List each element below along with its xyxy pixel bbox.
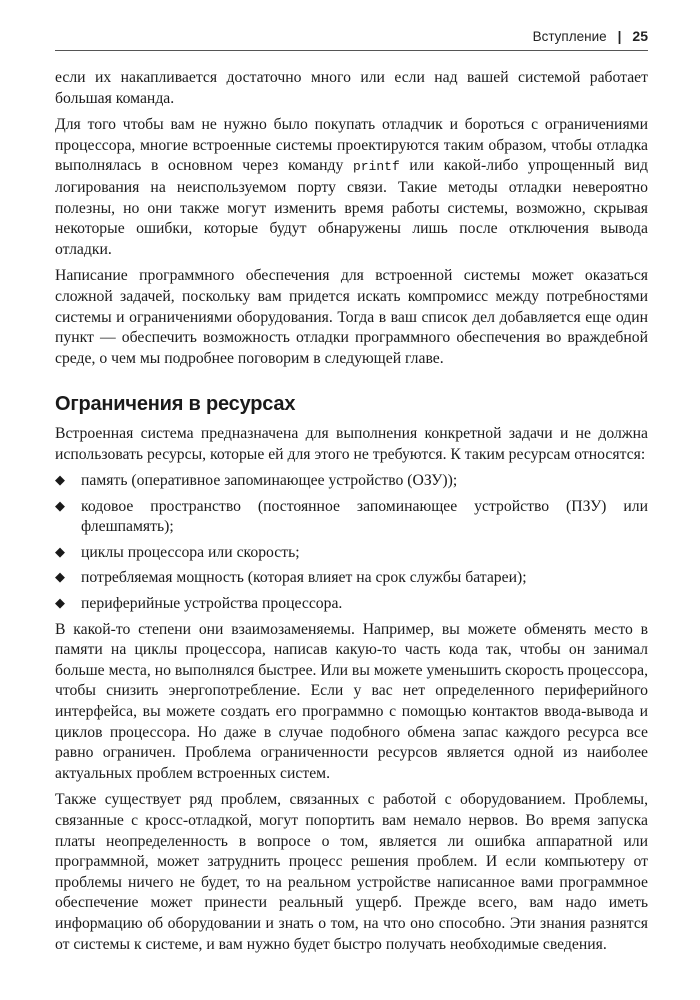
book-page (55, 28, 648, 955)
paragraph-intro: Встроенная система предназначена для выполнения конкретной задачи и не должна использовать ресурсы, которые ей для этого не требуются. К таким ресурсам относятся: (55, 424, 648, 463)
list-item (55, 497, 648, 538)
running-header-section: Вступление (532, 28, 607, 44)
page-body (55, 68, 648, 955)
diamond-bullet-icon: ◆ (55, 570, 65, 586)
paragraph-debugging (55, 115, 648, 260)
list-item (55, 568, 648, 589)
list-item-text: потребляемая мощность (которая влияет на срок службы батареи); (81, 569, 527, 587)
running-header (55, 28, 648, 51)
list-item (55, 543, 648, 564)
diamond-bullet-icon: ◆ (55, 544, 65, 560)
list-item-text: периферийные устройства процессора. (81, 595, 343, 613)
diamond-bullet-icon: ◆ (55, 498, 65, 514)
page-number: 25 (632, 28, 648, 44)
list-item-text: кодовое пространство (постоянное запоминающее устройство (ПЗУ) или флешпамять); (81, 497, 648, 536)
paragraph-tradeoffs: Написание программного обеспечения для встроенной системы может оказаться сложной задачей, поскольку вам придется искать компромисс между потребностями системы и ограничениями оборудования. Тогда в ваш список дел добавляется еще один пункт — обеспечить возможность отладки программного обеспечения во враждебной среде, о чем мы подробнее поговорим в следующей главе. (55, 267, 648, 367)
list-item-text: циклы процессора или скорость; (81, 543, 300, 561)
printf-code: printf (352, 159, 400, 175)
diamond-bullet-icon: ◆ (55, 596, 65, 612)
section-heading: Ограничения в ресурсах (55, 393, 296, 416)
list-item (55, 594, 648, 615)
list-item-text: память (оперативное запоминающее устройство (ОЗУ)); (81, 472, 458, 490)
diamond-bullet-icon: ◆ (55, 473, 65, 489)
resource-list (55, 471, 648, 615)
paragraph-debugging-part2: или какой-либо упрощенный вид логирования на неиспользуемом порту связи. Такие методы отладки невероятно полезны, но они также могут изменить время работы системы, возможно, скрывая некоторые ошибки, которые будут обнаружены лишь после отключения вывода отладки. (55, 157, 649, 258)
running-header-separator: | (617, 28, 622, 44)
paragraph-interchangeable: В какой-то степени они взаимозаменяемы. Например, вы можете обменять место в памяти на циклы процессора, написав какую-то часть кода так, чтобы он занимал больше места, но выполнялся быстрее. Или вы можете уменьшить скорость процессора, чтобы снизить энергопотребление. Если у вас нет определенного периферийного интерфейса, вы можете создать его программно с помощью контактов ввода-вывода и циклов процессора. Но даже в случае подобного обмена запас каждого ресурса все равно ограничен. Проблема ограниченности ресурсов является одной из наиболее актуальных проблем встроенных систем. (55, 620, 648, 782)
list-item (55, 471, 648, 492)
paragraph-continued: если их накапливается достаточно много или если над вашей системой работает большая команда. (55, 69, 648, 107)
paragraph-debugging-part1: Для того чтобы вам не нужно было покупать отладчик и бороться с ограничениями процессора, многие встроенные системы проектируются таким образом, чтобы отладка выполнялась в основном через команду (55, 116, 648, 175)
paragraph-hardware: Также существует ряд проблем, связанных с работой с оборудованием. Проблемы, связанные с кросс-отладкой, могут попортить вам немало нервов. Во время запуска платы неопределенность в вопросе о том, является ли ошибка аппаратной или программной, может затруднить процесс решения проблем. И если компьютеру от проблемы ничего не будет, то на реальном устройстве написанное вами программное обеспечение может принести реальный ущерб. Прежде всего, вам надо иметь информацию об оборудовании и знать о том, на что оно способно. Эти знания разнятся от системы к системе, и вам нужно будет быстро получать необходимые сведения. (55, 791, 648, 953)
